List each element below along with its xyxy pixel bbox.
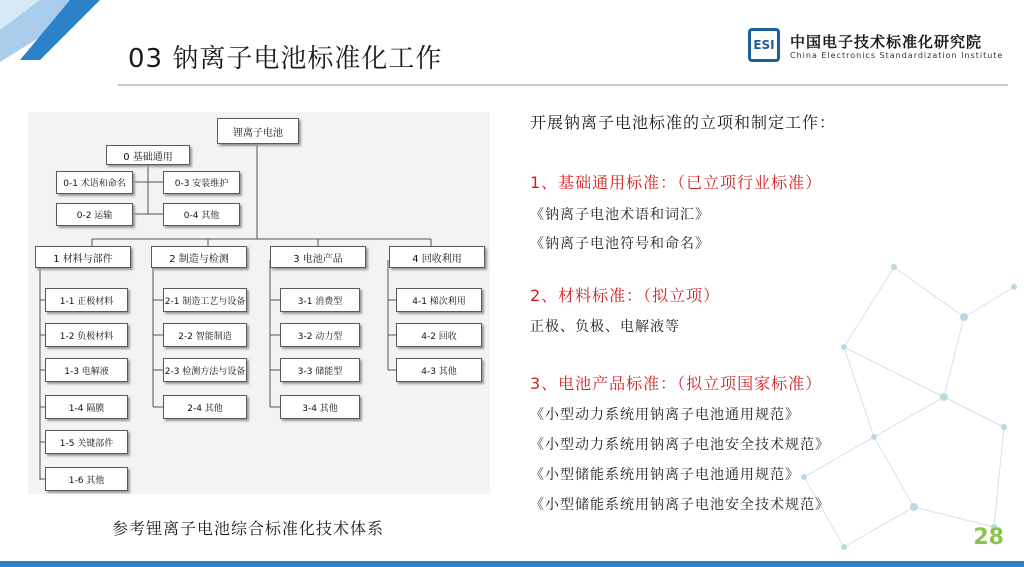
leaf-node: 3-1 消费型 bbox=[280, 288, 360, 312]
network-background bbox=[644, 227, 1024, 567]
leaf-node: 4-3 其他 bbox=[396, 358, 482, 382]
leaf-node: 0-3 安装维护 bbox=[163, 171, 240, 194]
cesi-logo-icon: ESI bbox=[748, 28, 780, 62]
section-title-product: 3、电池产品标准：（拟立项国家标准） bbox=[530, 374, 823, 393]
leaf-node: 3-3 储能型 bbox=[280, 358, 360, 382]
section-title-basic: 1、基础通用标准：（已立项行业标准） bbox=[530, 173, 823, 192]
standard-item: 《小型储能系统用钠离子电池安全技术规范》 bbox=[530, 497, 830, 513]
org-name-cn: 中国电子技术标准化研究院 bbox=[790, 33, 983, 51]
leaf-node: 3-2 动力型 bbox=[280, 323, 360, 347]
title-divider bbox=[118, 84, 1008, 86]
bottom-accent-bar bbox=[0, 561, 1024, 567]
standard-item: 《钠离子电池符号和命名》 bbox=[530, 236, 710, 252]
standard-item: 《小型动力系统用钠离子电池安全技术规范》 bbox=[530, 437, 830, 453]
page-number: 28 bbox=[973, 525, 1004, 550]
leaf-node: 1-2 负极材料 bbox=[45, 323, 128, 347]
leaf-node: 2-1 制造工艺与设备 bbox=[163, 288, 247, 312]
leaf-node: 0-4 其他 bbox=[163, 203, 240, 226]
standard-item: 《小型储能系统用钠离子电池通用规范》 bbox=[530, 467, 800, 483]
leaf-node: 1-1 正极材料 bbox=[45, 288, 128, 312]
leaf-node: 0-1 术语和命名 bbox=[56, 171, 133, 194]
org-name-en: China Electronics Standardization Institute bbox=[790, 51, 1004, 60]
category-node: 3 电池产品 bbox=[270, 246, 366, 268]
root-node: 锂离子电池 bbox=[217, 118, 299, 144]
leaf-node: 1-5 关键部件 bbox=[45, 430, 128, 454]
leaf-node: 0-2 运输 bbox=[56, 203, 133, 226]
leaf-node: 1-4 隔膜 bbox=[45, 395, 128, 419]
leaf-node: 2-3 检测方法与设备 bbox=[163, 358, 247, 382]
category-node: 4 回收利用 bbox=[389, 246, 485, 268]
standards-tree-diagram bbox=[28, 112, 490, 494]
corner-decoration bbox=[0, 0, 110, 80]
leaf-node: 1-3 电解液 bbox=[45, 358, 128, 382]
leaf-node: 2-2 智能制造 bbox=[163, 323, 247, 347]
standard-item: 正极、负极、电解液等 bbox=[530, 319, 680, 335]
standard-item: 《小型动力系统用钠离子电池通用规范》 bbox=[530, 407, 800, 423]
standard-item: 《钠离子电池术语和词汇》 bbox=[530, 207, 710, 223]
leaf-node: 4-1 梯次利用 bbox=[396, 288, 482, 312]
leaf-node: 4-2 回收 bbox=[396, 323, 482, 347]
category-node: 2 制造与检测 bbox=[151, 246, 247, 268]
leaf-node: 1-6 其他 bbox=[45, 467, 128, 491]
diagram-caption: 参考锂离子电池综合标准化技术体系 bbox=[112, 519, 385, 538]
leaf-node: 3-4 其他 bbox=[280, 395, 360, 419]
category-node: 0 基础通用 bbox=[106, 145, 190, 165]
section-title-material: 2、材料标准：（拟立项） bbox=[530, 286, 721, 305]
page-title: 03 钠离子电池标准化工作 bbox=[128, 44, 443, 74]
leaf-node: 2-4 其他 bbox=[163, 395, 247, 419]
category-node: 1 材料与部件 bbox=[35, 246, 131, 268]
intro-text: 开展钠离子电池标准的立项和制定工作： bbox=[530, 113, 837, 132]
